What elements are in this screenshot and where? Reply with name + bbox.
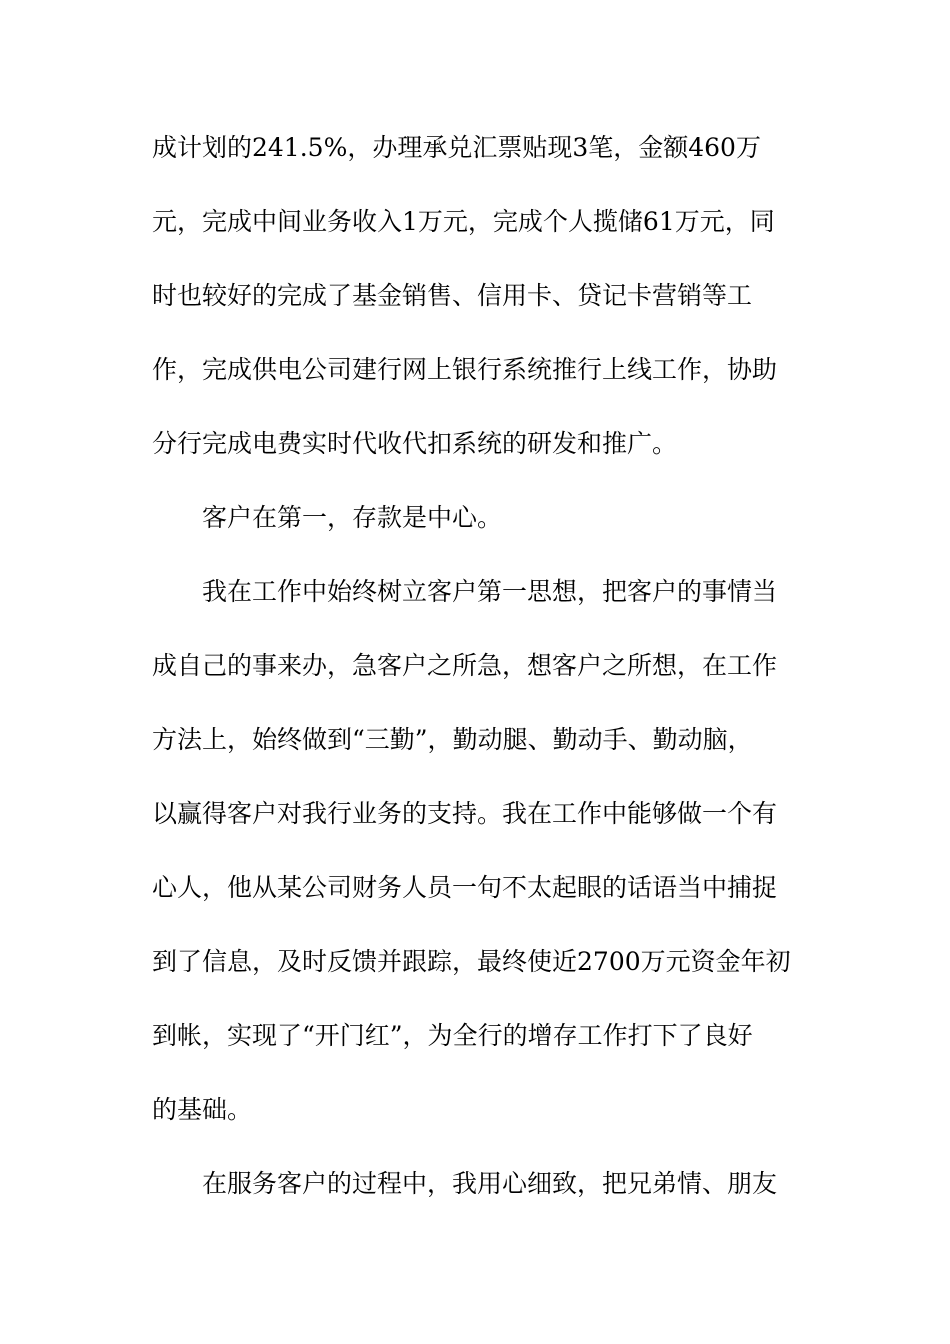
text-line: 的基础。 [152,1095,253,1124]
text-line: 作，完成供电公司建行网上银行系统推行上线工作，协助 [152,355,778,384]
text-line: 成计划的241.5%，办理承兑汇票贴现3笔，金额460万 [152,133,761,162]
text-line: 成自己的事来办，急客户之所急，想客户之所想，在工作 [152,651,778,680]
text-line: 时也较好的完成了基金销售、信用卡、贷记卡营销等工 [152,281,753,310]
text-line: 心人，他从某公司财务人员一句不太起眼的话语当中捕捉 [152,873,778,902]
text-line: 在服务客户的过程中，我用心细致，把兄弟情、朋友 [202,1169,778,1198]
text-line: 以赢得客户对我行业务的支持。我在工作中能够做一个有 [152,799,778,828]
text-line: 方法上，始终做到“三勤”，勤动腿、勤动手、勤动脑， [152,725,753,754]
text-line: 元，完成中间业务收入1万元，完成个人揽储61万元，同 [152,207,775,236]
text-line: 到了信息，及时反馈并跟踪，最终使近2700万元资金年初 [152,947,791,976]
text-line: 分行完成电费实时代收代扣系统的研发和推广。 [152,429,678,458]
text-line: 我在工作中始终树立客户第一思想，把客户的事情当 [202,577,778,606]
text-line: 客户在第一，存款是中心。 [202,503,503,532]
text-line: 到帐，实现了“开门红”，为全行的增存工作打下了良好 [152,1021,753,1050]
